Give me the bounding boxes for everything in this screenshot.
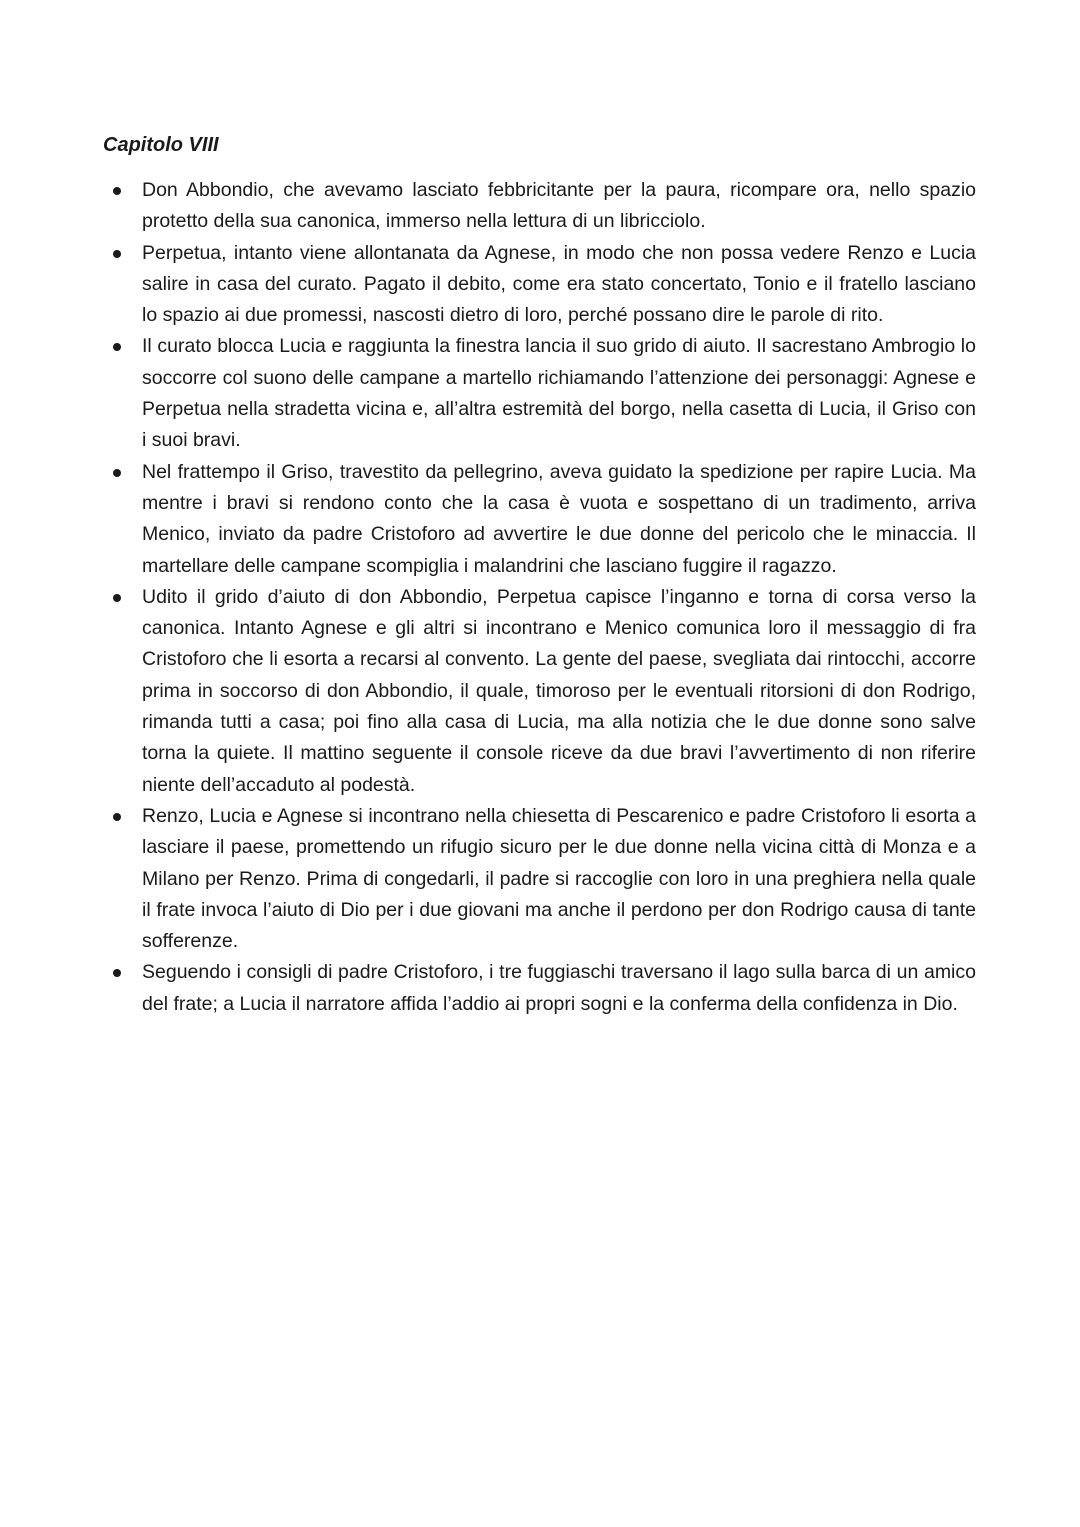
list-item-text: Udito il grido d’aiuto di don Abbondio, Perpetua capisce l’inganno e torna di corsa verso la canonica. Intanto Agnese e gli altri si incontrano e Menico comunica loro il messaggio di fra Cristoforo che li esorta a recarsi al convento. La gente del paese, svegliata dai rintocchi, accorre prima in soccorso di don Abbondio, il quale, timoroso per le eventuali ritorsioni di don Rodrigo, rimanda tutti a casa; poi fino alla casa di Lucia, ma alla notizia che le due donne sono salve torna la quiete. Il mattino seguente il console riceve da due bravi l’avvertimento di non riferire niente dell’accaduto al podestà. — [142, 585, 976, 796]
bullet-icon — [113, 250, 121, 258]
summary-list — [142, 175, 976, 1020]
list-item-text: Perpetua, intanto viene allontanata da Agnese, in modo che non possa vedere Renzo e Lucia salire in casa del curato. Pagato il debito, come era stato concertato, Tonio e il fratello lasciano lo spazio ai due promessi, nascosti dietro di loro, perché possano dire le parole di rito. — [142, 241, 976, 327]
list-item — [142, 801, 976, 957]
chapter-title: Capitolo VIII — [103, 134, 219, 156]
list-item — [142, 175, 976, 238]
list-item — [142, 331, 976, 456]
list-item-text: Don Abbondio, che avevamo lasciato febbricitante per la paura, ricompare ora, nello spazio protetto della sua canonica, immerso nella lettura di un libricciolo. — [142, 179, 976, 233]
bullet-icon — [113, 813, 121, 821]
list-item — [142, 457, 976, 582]
list-item-text: Il curato blocca Lucia e raggiunta la finestra lancia il suo grido di aiuto. Il sacrestano Ambrogio lo soccorre col suono delle campane a martello richiamando l’attenzione dei personaggi: Agnese e Perpetua nella stradetta vicina e, all’altra estremità del borgo, nella casetta di Lucia, il Griso con i suoi bravi. — [142, 335, 976, 452]
bullet-icon — [113, 343, 121, 351]
list-item-text: Nel frattempo il Griso, travestito da pellegrino, aveva guidato la spedizione per rapire Lucia. Ma mentre i bravi si rendono conto che la casa è vuota e sospettano di un tradimento, arriva Menico, inviato da padre Cristoforo ad avvertire le due donne del pericolo che le minaccia. Il martellare delle campane scompiglia i malandrini che lasciano fuggire il ragazzo. — [142, 460, 976, 577]
list-item — [142, 582, 976, 801]
bullet-icon — [113, 469, 121, 477]
list-item — [142, 238, 976, 332]
bullet-icon — [113, 594, 121, 602]
list-item-text: Seguendo i consigli di padre Cristoforo, i tre fuggiaschi traversano il lago sulla barca di un amico del frate; a Lucia il narratore affida l’addio ai propri sogni e la conferma della confidenza in Dio. — [142, 961, 976, 1015]
bullet-icon — [113, 969, 121, 977]
list-item — [142, 957, 976, 1020]
bullet-icon — [113, 187, 121, 195]
list-item-text: Renzo, Lucia e Agnese si incontrano nella chiesetta di Pescarenico e padre Cristoforo li esorta a lasciare il paese, promettendo un rifugio sicuro per le due donne nella vicina città di Monza e a Milano per Renzo. Prima di congedarli, il padre si raccoglie con loro in una preghiera nella quale il frate invoca l’aiuto di Dio per i due giovani ma anche il perdono per don Rodrigo causa di tante sofferenze. — [142, 804, 976, 953]
